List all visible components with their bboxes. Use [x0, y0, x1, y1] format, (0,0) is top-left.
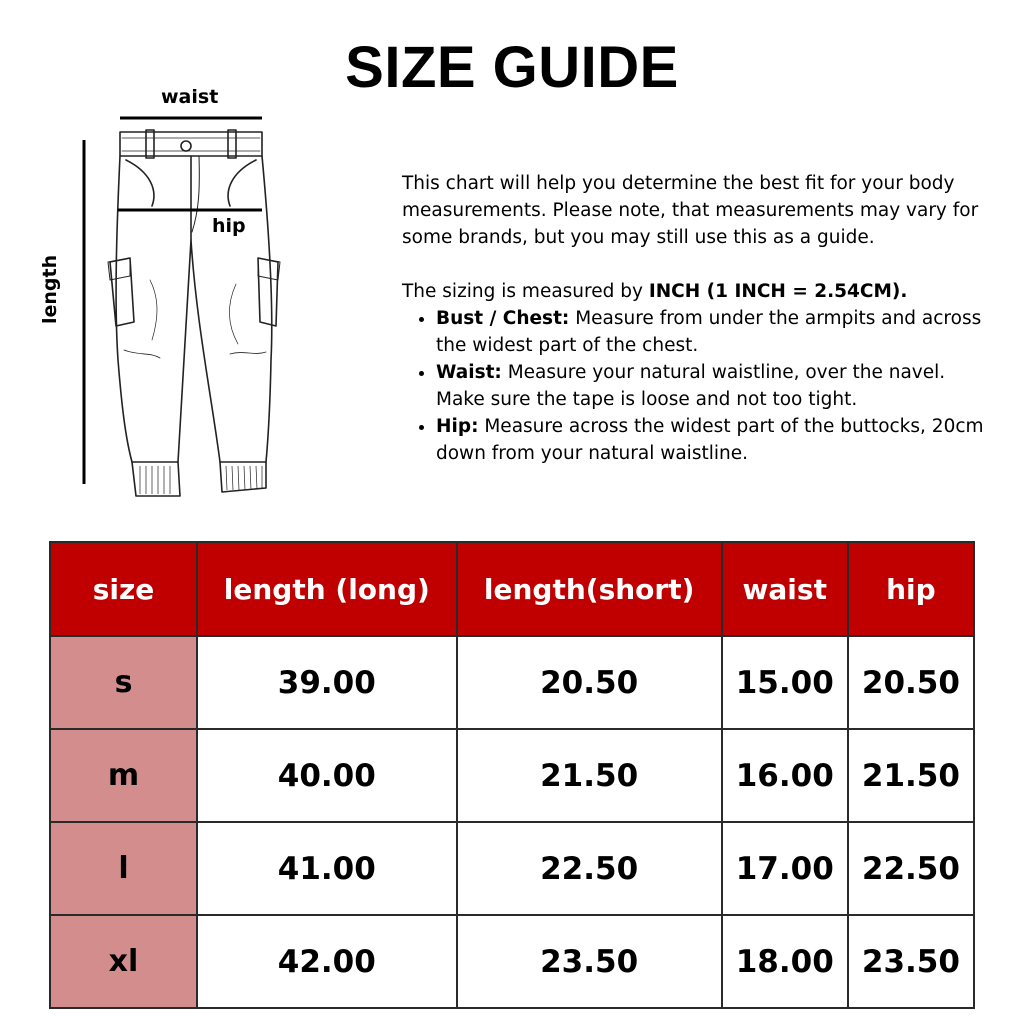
table-cell: 39.00: [197, 636, 457, 729]
table-cell: 22.50: [457, 822, 722, 915]
bullet-term: Waist:: [436, 362, 502, 383]
header-waist: waist: [722, 542, 848, 636]
table-header-row: [50, 542, 974, 636]
page-title: SIZE GUIDE: [345, 35, 679, 100]
table-cell: 20.50: [848, 636, 974, 729]
table-cell: 23.50: [457, 915, 722, 1008]
header-length-long: length (long): [197, 542, 457, 636]
table-cell: 41.00: [197, 822, 457, 915]
table-row: [50, 636, 974, 729]
table-row: [50, 915, 974, 1008]
bullet-term: Bust / Chest:: [436, 308, 570, 329]
bullet-text: Measure across the widest part of the buttocks, 20cm down from your natural waistline.: [436, 416, 984, 464]
length-label: length: [39, 254, 61, 324]
table-cell: 22.50: [848, 822, 974, 915]
table-row: [50, 822, 974, 915]
waist-label: waist: [161, 86, 219, 108]
table-cell: 15.00: [722, 636, 848, 729]
list-item: [436, 413, 992, 467]
measure-list: [402, 305, 992, 467]
unit-note: [402, 278, 992, 305]
unit-bold: INCH (1 INCH = 2.54CM).: [648, 281, 908, 302]
header-length-short: length(short): [457, 542, 722, 636]
table-cell: 40.00: [197, 729, 457, 822]
table-cell: 18.00: [722, 915, 848, 1008]
bullet-text: Measure your natural waistline, over the navel. Make sure the tape is loose and not too tight.: [436, 362, 946, 410]
table-cell: 20.50: [457, 636, 722, 729]
bullet-term: Hip:: [436, 416, 479, 437]
table-cell: 16.00: [722, 729, 848, 822]
size-cell: l: [50, 822, 197, 915]
intro-text: [402, 170, 992, 467]
intro-paragraph: This chart will help you determine the best fit for your body measurements. Please note, that measurements may vary for some brands, but you may still use this as a guide.: [402, 173, 979, 248]
unit-prefix: The sizing is measured by: [402, 281, 649, 302]
table-cell: 21.50: [848, 729, 974, 822]
hip-label: hip: [212, 215, 246, 237]
table-cell: 17.00: [722, 822, 848, 915]
size-cell: s: [50, 636, 197, 729]
list-item: [436, 305, 992, 359]
table-row: [50, 729, 974, 822]
table-cell: 21.50: [457, 729, 722, 822]
size-cell: m: [50, 729, 197, 822]
size-table: [49, 541, 975, 1009]
bullet-text: Measure from under the armpits and across the widest part of the chest.: [436, 308, 982, 356]
table-cell: 42.00: [197, 915, 457, 1008]
list-item: [436, 359, 992, 413]
table-cell: 23.50: [848, 915, 974, 1008]
header-hip: hip: [848, 542, 974, 636]
size-cell: xl: [50, 915, 197, 1008]
header-size: size: [50, 542, 197, 636]
